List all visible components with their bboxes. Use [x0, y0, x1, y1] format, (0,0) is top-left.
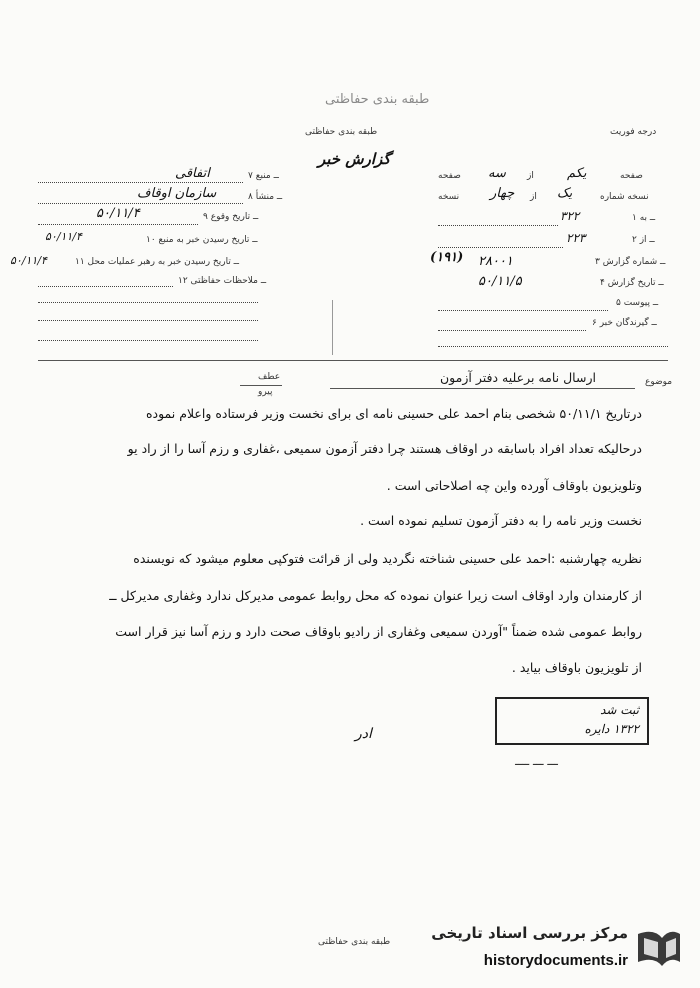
- copy-suffix: نسخه: [438, 192, 460, 202]
- source-value: اتفاقی: [175, 166, 210, 181]
- to-value: ۳۲۲: [560, 209, 580, 223]
- page-of-value: سه: [488, 166, 506, 181]
- urgency-label: درجه فوریت: [610, 127, 657, 137]
- attachment-dots: [438, 310, 608, 311]
- body-line: از تلویزیون باوقاف بیاید .: [511, 660, 642, 675]
- body-line: نظریه چهارشنبه :احمد علی حسینی شناخته نگردید ولی از قرائت فتوکپی معلوم میشود که نویسنده: [133, 551, 642, 566]
- follow-label: پیرو: [258, 387, 273, 397]
- footer-classification: طبقه بندی حفاظتی: [318, 937, 391, 947]
- archive-logo: [420, 918, 690, 980]
- body-line: نخست وزیر نامه را به دفتر آزمون تسلیم نموده است .: [360, 513, 642, 528]
- from-dots: [438, 247, 563, 248]
- notes-dots-4: [38, 340, 258, 341]
- stamp-line-2: ۱۳۲۲ دایره: [584, 722, 639, 736]
- logo-url: historydocuments.ir: [483, 952, 628, 969]
- page-suffix: صفحه: [438, 171, 461, 181]
- subject-value: ارسال نامه برعلیه دفتر آزمون: [440, 370, 596, 385]
- recipients-dots-2: [438, 346, 668, 347]
- stamp-scribble: ـــ ـــ ــــ: [515, 754, 558, 768]
- registry-stamp: [495, 697, 649, 745]
- source-label: ۷ ــ منبع: [248, 171, 279, 181]
- report-title: گزارش خبر: [318, 150, 391, 168]
- body-line: روابط عمومی شده ضمناً "آوردن سمیعی وغفاری از رادیو باوقاف صحت دارد و رزم آسا نیز قرار است: [115, 624, 642, 639]
- body-line: درحالیکه تعداد افراد باسابقه در اوقاف هستند چرا دفتر آزمون سمیعی ،غفاری و رزم آسا را از راد یو: [127, 441, 642, 456]
- report-no-value: ۲۸۰۰۱: [478, 254, 513, 269]
- stamp-line-1: ثبت شد: [600, 703, 639, 717]
- origin-label: ۸ ــ منشأ: [248, 192, 283, 202]
- vertical-divider: [332, 300, 333, 355]
- recipients-dots-1: [438, 330, 586, 331]
- from-value: ۲۲۳: [566, 231, 586, 245]
- attachment-label: ۵ ــ پیوست: [616, 298, 659, 308]
- copy-of-value: چهار: [490, 186, 515, 201]
- notes-dots-2: [38, 302, 258, 303]
- report-date-value: ۵۰/۱۱/۵: [478, 274, 522, 289]
- page-value: یکم: [567, 166, 587, 181]
- ref-label: عطف: [258, 372, 281, 382]
- event-date-label: ۹ ــ تاریخ وقوع: [203, 212, 259, 222]
- notes-dots-1: [38, 286, 173, 287]
- copy-value: یک: [557, 186, 573, 201]
- to-dots: [438, 225, 558, 226]
- page-of-label: از: [527, 171, 534, 181]
- subject-line: [330, 388, 635, 389]
- notes-label: ۱۲ ــ ملاحظات حفاظتی: [178, 276, 267, 286]
- archive-emblem-icon: [632, 922, 686, 976]
- source-receipt-value: ۵۰/۱۱/۴: [45, 230, 82, 243]
- page-label: صفحه: [620, 171, 643, 181]
- source-dots: [38, 182, 243, 183]
- from-label: ۲ ــ از: [632, 235, 655, 245]
- origin-dots: [38, 203, 243, 204]
- source-receipt-label: ۱۰ ــ تاریخ رسیدن خبر به منبع: [146, 235, 258, 245]
- ref-line: [240, 385, 282, 386]
- handwritten-signature: ادر: [355, 726, 372, 742]
- recipients-label: ۶ ــ گیرندگان خبر: [592, 318, 657, 328]
- logo-title: مرکز بررسی اسناد تاریخی: [431, 924, 628, 942]
- event-date-value: ۵۰/۱۱/۴: [96, 206, 140, 221]
- top-faint-stamp: طبقه بندی حفاظتی: [325, 92, 430, 107]
- copy-label: نسخه شماره: [600, 192, 649, 202]
- body-line: درتاریخ ۵۰/۱۱/۱ شخصی بنام احمد علی حسینی نامه ای برای نخست وزیر فرستاده واعلام نموده: [145, 406, 642, 421]
- body-line: وتلویزیون باوقاف آورده واین چه اصلاحاتی است .: [386, 478, 642, 493]
- ops-receipt-label: ۱۱ ــ تاریخ رسیدن خبر به رهبر عملیات محل: [75, 257, 239, 267]
- report-no-label: ۳ ــ شماره گزارش: [595, 257, 666, 267]
- copy-of-label: از: [530, 192, 537, 202]
- origin-value: سازمان اوقاف: [137, 186, 217, 201]
- report-no-note: (۱۹۱): [430, 250, 464, 265]
- body-line: از کارمندان وارد اوقاف است زیرا عنوان نموده که محل روابط عمومی مدیرکل ندارد وغفاری مدیرکل ــ: [109, 588, 642, 603]
- ops-receipt-value: ۵۰/۱۱/۴: [10, 254, 47, 267]
- classification-label: طبقه بندی حفاظتی: [305, 127, 378, 137]
- to-label: ۱ ــ به: [632, 213, 656, 223]
- notes-dots-3: [38, 320, 258, 321]
- subject-label: موضوع: [645, 377, 673, 387]
- header-divider: [38, 360, 668, 361]
- event-date-dots: [38, 224, 198, 225]
- report-date-label: ۴ ــ تاریخ گزارش: [600, 278, 664, 288]
